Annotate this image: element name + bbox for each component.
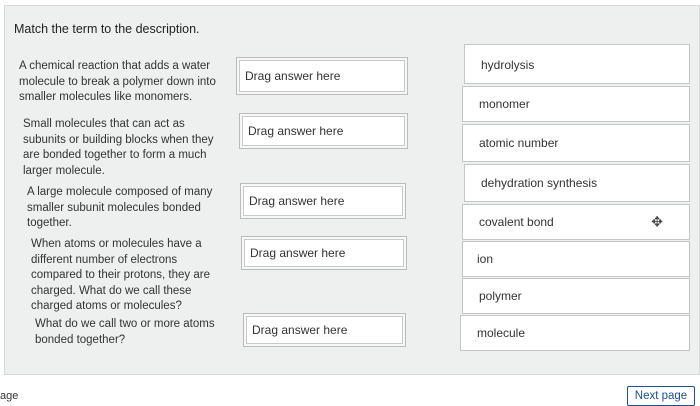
answer-option-molecule[interactable] <box>460 315 690 351</box>
drop-zone-3[interactable] <box>240 183 406 219</box>
next-page-button[interactable]: Next page <box>627 386 695 406</box>
question-title: Match the term to the description. <box>14 22 200 36</box>
answer-label: ion <box>477 252 494 266</box>
answer-option-atomic-number[interactable] <box>462 124 690 162</box>
description-1: A chemical reaction that adds a water molecule to break a polymer down into smaller molecules like monomers. <box>19 60 216 103</box>
answer-label: polymer <box>479 289 522 303</box>
answer-label: covalent bond <box>479 215 554 229</box>
drop-zone-label: Drag answer here <box>242 116 405 146</box>
answer-label: monomer <box>479 97 530 111</box>
answer-label: hydrolysis <box>481 58 535 72</box>
answer-option-polymer[interactable] <box>462 278 690 314</box>
drop-zone-2[interactable] <box>239 113 408 149</box>
answer-label: molecule <box>477 326 526 340</box>
answer-option-covalent-bond[interactable] <box>462 204 690 240</box>
answer-label: atomic number <box>479 136 559 150</box>
drop-zone-label: Drag answer here <box>246 316 403 344</box>
description-5: What do we call two or more atoms bonded together? <box>35 318 215 346</box>
answer-label: dehydration synthesis <box>481 176 598 190</box>
answer-option-monomer[interactable] <box>462 86 690 122</box>
drop-zone-label: Drag answer here <box>243 186 403 216</box>
description-3: A large molecule composed of many smaller subunit molecules bonded together. <box>27 186 213 229</box>
drop-zone-4[interactable] <box>241 236 407 270</box>
move-icon: ✥ <box>651 213 663 230</box>
description-2: Small molecules that can act as subunits or building blocks when they are bonded together to form a much larger molecule. <box>23 118 214 177</box>
answer-option-dehydration-synthesis[interactable] <box>464 164 690 202</box>
drop-zone-label: Drag answer here <box>244 239 404 267</box>
drop-zone-1[interactable] <box>236 57 408 95</box>
drop-zone-5[interactable] <box>243 313 406 347</box>
answer-option-hydrolysis[interactable] <box>464 44 690 84</box>
drop-zone-label: Drag answer here <box>239 60 405 92</box>
page-label: age <box>0 390 19 402</box>
answer-option-ion[interactable] <box>462 241 690 277</box>
description-4: When atoms or molecules have a different number of electrons compared to their protons, they are charged. What do we call these charged atoms or molecules? <box>31 238 210 312</box>
